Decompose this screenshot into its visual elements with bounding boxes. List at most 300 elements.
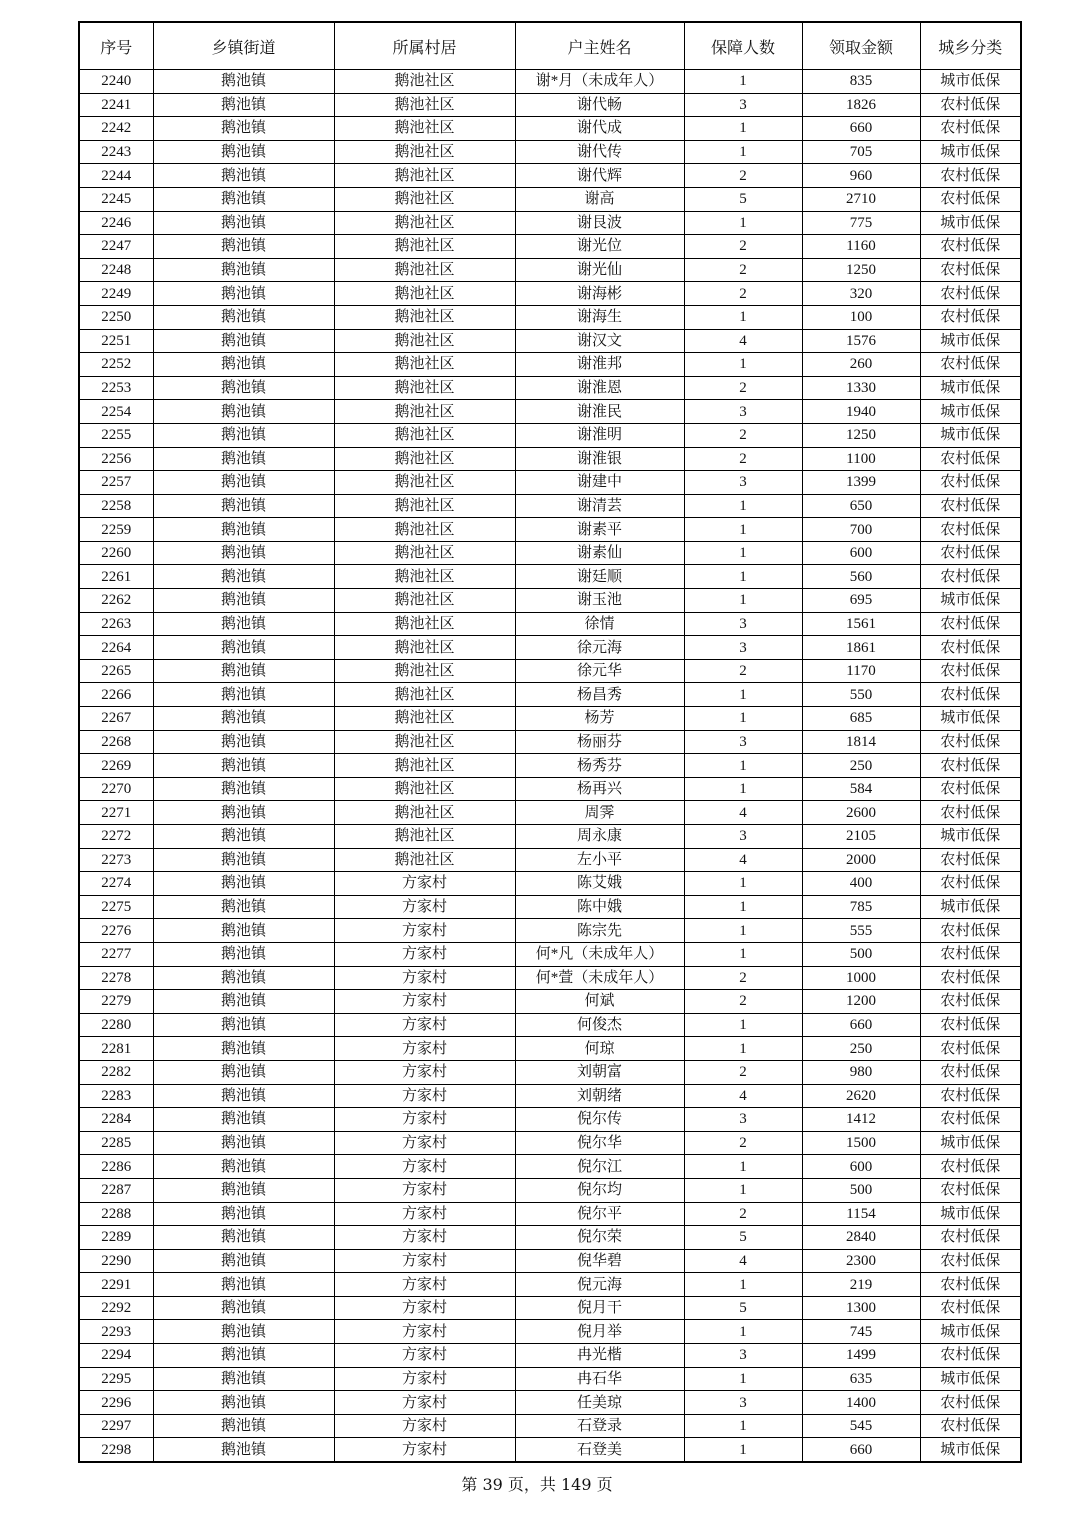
cell-serial: 2243 — [79, 140, 153, 164]
cell-serial: 2244 — [79, 164, 153, 188]
table-row — [79, 235, 1021, 259]
table-row — [79, 1131, 1021, 1155]
cell-township: 鹅池镇 — [153, 1060, 334, 1084]
cell-amount: 600 — [802, 1155, 920, 1179]
table-row — [79, 990, 1021, 1014]
cell-village: 方家村 — [334, 1226, 515, 1250]
cell-people-count: 2 — [684, 235, 802, 259]
cell-householder: 倪月干 — [515, 1296, 684, 1320]
cell-people-count: 1 — [684, 777, 802, 801]
cell-householder: 倪月举 — [515, 1320, 684, 1344]
cell-people-count: 1 — [684, 1367, 802, 1391]
cell-category: 农村低保 — [920, 1414, 1021, 1438]
cell-householder: 谢高 — [515, 187, 684, 211]
cell-people-count: 4 — [684, 1249, 802, 1273]
cell-people-count: 1 — [684, 919, 802, 943]
cell-householder: 谢*月（未成年人） — [515, 70, 684, 94]
cell-category: 农村低保 — [920, 659, 1021, 683]
table-row — [79, 919, 1021, 943]
cell-category: 农村低保 — [920, 990, 1021, 1014]
cell-amount: 2105 — [802, 825, 920, 849]
cell-people-count: 2 — [684, 966, 802, 990]
table-row — [79, 282, 1021, 306]
cell-amount: 1200 — [802, 990, 920, 1014]
cell-people-count: 1 — [684, 683, 802, 707]
cell-serial: 2284 — [79, 1108, 153, 1132]
cell-category: 城市低保 — [920, 589, 1021, 613]
cell-township: 鹅池镇 — [153, 565, 334, 589]
cell-serial: 2289 — [79, 1226, 153, 1250]
cell-township: 鹅池镇 — [153, 447, 334, 471]
cell-village: 鹅池社区 — [334, 848, 515, 872]
header-serial: 序号 — [79, 22, 153, 70]
cell-village: 鹅池社区 — [334, 777, 515, 801]
cell-village: 方家村 — [334, 1202, 515, 1226]
cell-serial: 2241 — [79, 93, 153, 117]
cell-amount: 785 — [802, 895, 920, 919]
cell-village: 鹅池社区 — [334, 282, 515, 306]
cell-people-count: 1 — [684, 305, 802, 329]
cell-serial: 2294 — [79, 1344, 153, 1368]
table-row — [79, 636, 1021, 660]
cell-serial: 2275 — [79, 895, 153, 919]
cell-serial: 2254 — [79, 400, 153, 424]
cell-amount: 1000 — [802, 966, 920, 990]
cell-category: 农村低保 — [920, 1226, 1021, 1250]
cell-amount: 1499 — [802, 1344, 920, 1368]
table-row — [79, 1414, 1021, 1438]
cell-people-count: 3 — [684, 612, 802, 636]
cell-village: 方家村 — [334, 966, 515, 990]
cell-township: 鹅池镇 — [153, 1249, 334, 1273]
cell-category: 农村低保 — [920, 187, 1021, 211]
cell-township: 鹅池镇 — [153, 211, 334, 235]
cell-amount: 2840 — [802, 1226, 920, 1250]
header-category: 城乡分类 — [920, 22, 1021, 70]
table-row — [79, 258, 1021, 282]
table-row — [79, 164, 1021, 188]
cell-people-count: 1 — [684, 707, 802, 731]
table-row — [79, 1037, 1021, 1061]
cell-people-count: 2 — [684, 990, 802, 1014]
table-row — [79, 707, 1021, 731]
cell-people-count: 2 — [684, 1202, 802, 1226]
cell-serial: 2281 — [79, 1037, 153, 1061]
cell-serial: 2256 — [79, 447, 153, 471]
cell-village: 方家村 — [334, 1084, 515, 1108]
cell-householder: 杨秀芬 — [515, 754, 684, 778]
cell-serial: 2250 — [79, 305, 153, 329]
cell-amount: 1826 — [802, 93, 920, 117]
table-row — [79, 966, 1021, 990]
cell-category: 农村低保 — [920, 1178, 1021, 1202]
cell-amount: 100 — [802, 305, 920, 329]
cell-serial: 2279 — [79, 990, 153, 1014]
cell-amount: 700 — [802, 518, 920, 542]
cell-township: 鹅池镇 — [153, 1226, 334, 1250]
cell-category: 农村低保 — [920, 164, 1021, 188]
cell-amount: 400 — [802, 872, 920, 896]
table-row — [79, 1344, 1021, 1368]
cell-people-count: 1 — [684, 895, 802, 919]
cell-people-count: 3 — [684, 400, 802, 424]
cell-village: 方家村 — [334, 872, 515, 896]
cell-village: 鹅池社区 — [334, 376, 515, 400]
cell-householder: 何斌 — [515, 990, 684, 1014]
cell-people-count: 1 — [684, 541, 802, 565]
cell-amount: 695 — [802, 589, 920, 613]
cell-village: 鹅池社区 — [334, 305, 515, 329]
assistance-table — [78, 21, 1022, 1463]
cell-householder: 谢淮明 — [515, 423, 684, 447]
cell-people-count: 1 — [684, 518, 802, 542]
cell-people-count: 2 — [684, 1060, 802, 1084]
cell-amount: 1400 — [802, 1391, 920, 1415]
cell-people-count: 2 — [684, 164, 802, 188]
cell-township: 鹅池镇 — [153, 825, 334, 849]
cell-householder: 倪尔传 — [515, 1108, 684, 1132]
table-row — [79, 801, 1021, 825]
cell-amount: 835 — [802, 70, 920, 94]
cell-category: 城市低保 — [920, 707, 1021, 731]
cell-township: 鹅池镇 — [153, 117, 334, 141]
cell-amount: 775 — [802, 211, 920, 235]
cell-category: 城市低保 — [920, 376, 1021, 400]
cell-category: 农村低保 — [920, 565, 1021, 589]
cell-category: 农村低保 — [920, 1108, 1021, 1132]
table-row — [79, 1202, 1021, 1226]
cell-township: 鹅池镇 — [153, 305, 334, 329]
header-township: 乡镇街道 — [153, 22, 334, 70]
cell-people-count: 1 — [684, 1013, 802, 1037]
cell-category: 农村低保 — [920, 1155, 1021, 1179]
cell-village: 方家村 — [334, 1391, 515, 1415]
cell-amount: 1160 — [802, 235, 920, 259]
cell-category: 城市低保 — [920, 423, 1021, 447]
cell-serial: 2251 — [79, 329, 153, 353]
cell-householder: 何俊杰 — [515, 1013, 684, 1037]
cell-people-count: 4 — [684, 1084, 802, 1108]
cell-category: 农村低保 — [920, 848, 1021, 872]
cell-householder: 谢清芸 — [515, 494, 684, 518]
cell-serial: 2273 — [79, 848, 153, 872]
cell-amount: 2620 — [802, 1084, 920, 1108]
table-row — [79, 305, 1021, 329]
cell-people-count: 2 — [684, 447, 802, 471]
cell-township: 鹅池镇 — [153, 1367, 334, 1391]
cell-category: 农村低保 — [920, 1249, 1021, 1273]
cell-amount: 1861 — [802, 636, 920, 660]
cell-village: 鹅池社区 — [334, 423, 515, 447]
cell-people-count: 1 — [684, 1037, 802, 1061]
cell-amount: 1399 — [802, 471, 920, 495]
cell-village: 鹅池社区 — [334, 164, 515, 188]
cell-village: 方家村 — [334, 895, 515, 919]
cell-serial: 2255 — [79, 423, 153, 447]
cell-village: 鹅池社区 — [334, 707, 515, 731]
cell-amount: 555 — [802, 919, 920, 943]
cell-village: 鹅池社区 — [334, 400, 515, 424]
table-row — [79, 1155, 1021, 1179]
table-row — [79, 211, 1021, 235]
cell-village: 方家村 — [334, 919, 515, 943]
table-row — [79, 659, 1021, 683]
table-row — [79, 1084, 1021, 1108]
cell-serial: 2293 — [79, 1320, 153, 1344]
cell-category: 农村低保 — [920, 801, 1021, 825]
table-row — [79, 1273, 1021, 1297]
cell-householder: 谢建中 — [515, 471, 684, 495]
cell-township: 鹅池镇 — [153, 1084, 334, 1108]
cell-village: 鹅池社区 — [334, 329, 515, 353]
cell-amount: 1500 — [802, 1131, 920, 1155]
cell-township: 鹅池镇 — [153, 471, 334, 495]
table-row — [79, 754, 1021, 778]
cell-township: 鹅池镇 — [153, 235, 334, 259]
cell-serial: 2295 — [79, 1367, 153, 1391]
cell-category: 农村低保 — [920, 541, 1021, 565]
cell-village: 鹅池社区 — [334, 258, 515, 282]
cell-householder: 徐元华 — [515, 659, 684, 683]
cell-township: 鹅池镇 — [153, 518, 334, 542]
table-row — [79, 1249, 1021, 1273]
cell-township: 鹅池镇 — [153, 1108, 334, 1132]
cell-amount: 960 — [802, 164, 920, 188]
cell-village: 鹅池社区 — [334, 683, 515, 707]
cell-township: 鹅池镇 — [153, 1273, 334, 1297]
cell-householder: 刘朝绪 — [515, 1084, 684, 1108]
table-row — [79, 329, 1021, 353]
cell-village: 鹅池社区 — [334, 471, 515, 495]
cell-serial: 2270 — [79, 777, 153, 801]
cell-householder: 陈中娥 — [515, 895, 684, 919]
cell-village: 方家村 — [334, 1414, 515, 1438]
cell-township: 鹅池镇 — [153, 895, 334, 919]
cell-householder: 陈宗先 — [515, 919, 684, 943]
cell-amount: 550 — [802, 683, 920, 707]
cell-householder: 徐情 — [515, 612, 684, 636]
cell-village: 鹅池社区 — [334, 730, 515, 754]
cell-category: 城市低保 — [920, 329, 1021, 353]
cell-serial: 2276 — [79, 919, 153, 943]
cell-householder: 倪尔华 — [515, 1131, 684, 1155]
cell-serial: 2252 — [79, 353, 153, 377]
cell-township: 鹅池镇 — [153, 1296, 334, 1320]
cell-village: 鹅池社区 — [334, 541, 515, 565]
cell-category: 农村低保 — [920, 353, 1021, 377]
cell-village: 鹅池社区 — [334, 353, 515, 377]
cell-amount: 2600 — [802, 801, 920, 825]
cell-householder: 谢素仙 — [515, 541, 684, 565]
cell-amount: 600 — [802, 541, 920, 565]
cell-village: 鹅池社区 — [334, 235, 515, 259]
cell-village: 鹅池社区 — [334, 187, 515, 211]
table-row — [79, 70, 1021, 94]
cell-category: 农村低保 — [920, 872, 1021, 896]
cell-householder: 倪尔平 — [515, 1202, 684, 1226]
table-row — [79, 1060, 1021, 1084]
cell-serial: 2258 — [79, 494, 153, 518]
cell-householder: 谢代畅 — [515, 93, 684, 117]
cell-people-count: 3 — [684, 730, 802, 754]
cell-category: 农村低保 — [920, 258, 1021, 282]
cell-people-count: 2 — [684, 423, 802, 447]
cell-serial: 2271 — [79, 801, 153, 825]
cell-householder: 谢淮民 — [515, 400, 684, 424]
table-row — [79, 447, 1021, 471]
cell-serial: 2282 — [79, 1060, 153, 1084]
table-row — [79, 471, 1021, 495]
cell-people-count: 2 — [684, 258, 802, 282]
cell-village: 鹅池社区 — [334, 612, 515, 636]
table-row — [79, 848, 1021, 872]
page-number: 第 39 页，共 149 页 — [461, 1475, 613, 1494]
cell-people-count: 3 — [684, 1108, 802, 1132]
cell-township: 鹅池镇 — [153, 872, 334, 896]
cell-people-count: 2 — [684, 282, 802, 306]
cell-township: 鹅池镇 — [153, 258, 334, 282]
table-row — [79, 187, 1021, 211]
table-row — [79, 1296, 1021, 1320]
cell-people-count: 5 — [684, 187, 802, 211]
cell-amount: 1412 — [802, 1108, 920, 1132]
cell-householder: 谢海生 — [515, 305, 684, 329]
table-row — [79, 942, 1021, 966]
cell-township: 鹅池镇 — [153, 1013, 334, 1037]
cell-category: 城市低保 — [920, 400, 1021, 424]
cell-serial: 2253 — [79, 376, 153, 400]
cell-serial: 2285 — [79, 1131, 153, 1155]
cell-householder: 谢光仙 — [515, 258, 684, 282]
cell-amount: 1250 — [802, 258, 920, 282]
cell-category: 城市低保 — [920, 1367, 1021, 1391]
cell-people-count: 1 — [684, 565, 802, 589]
cell-village: 鹅池社区 — [334, 494, 515, 518]
cell-serial: 2264 — [79, 636, 153, 660]
cell-township: 鹅池镇 — [153, 730, 334, 754]
table-row — [79, 541, 1021, 565]
cell-serial: 2277 — [79, 942, 153, 966]
cell-amount: 500 — [802, 1178, 920, 1202]
cell-serial: 2259 — [79, 518, 153, 542]
cell-serial: 2286 — [79, 1155, 153, 1179]
cell-township: 鹅池镇 — [153, 1202, 334, 1226]
cell-township: 鹅池镇 — [153, 1391, 334, 1415]
cell-category: 农村低保 — [920, 1084, 1021, 1108]
cell-householder: 冉光楷 — [515, 1344, 684, 1368]
cell-village: 方家村 — [334, 1296, 515, 1320]
cell-serial: 2278 — [79, 966, 153, 990]
table-row — [79, 353, 1021, 377]
cell-category: 农村低保 — [920, 966, 1021, 990]
cell-serial: 2291 — [79, 1273, 153, 1297]
cell-householder: 周永康 — [515, 825, 684, 849]
cell-householder: 冉石华 — [515, 1367, 684, 1391]
cell-householder: 周霁 — [515, 801, 684, 825]
cell-householder: 谢淮邦 — [515, 353, 684, 377]
cell-people-count: 1 — [684, 872, 802, 896]
table-row — [79, 140, 1021, 164]
table-row — [79, 777, 1021, 801]
cell-serial: 2297 — [79, 1414, 153, 1438]
cell-township: 鹅池镇 — [153, 1037, 334, 1061]
cell-serial: 2246 — [79, 211, 153, 235]
cell-village: 鹅池社区 — [334, 518, 515, 542]
cell-village: 方家村 — [334, 1178, 515, 1202]
cell-householder: 何琼 — [515, 1037, 684, 1061]
cell-serial: 2247 — [79, 235, 153, 259]
cell-category: 农村低保 — [920, 471, 1021, 495]
cell-amount: 545 — [802, 1414, 920, 1438]
cell-people-count: 1 — [684, 117, 802, 141]
cell-serial: 2274 — [79, 872, 153, 896]
cell-householder: 徐元海 — [515, 636, 684, 660]
cell-people-count: 3 — [684, 93, 802, 117]
cell-village: 方家村 — [334, 1060, 515, 1084]
cell-people-count: 4 — [684, 848, 802, 872]
cell-people-count: 1 — [684, 1320, 802, 1344]
cell-village: 鹅池社区 — [334, 659, 515, 683]
cell-householder: 谢玉池 — [515, 589, 684, 613]
cell-village: 鹅池社区 — [334, 70, 515, 94]
cell-township: 鹅池镇 — [153, 777, 334, 801]
header-people-count: 保障人数 — [684, 22, 802, 70]
cell-householder: 杨芳 — [515, 707, 684, 731]
cell-township: 鹅池镇 — [153, 400, 334, 424]
cell-serial: 2257 — [79, 471, 153, 495]
table-row — [79, 1391, 1021, 1415]
cell-category: 农村低保 — [920, 942, 1021, 966]
header-amount: 领取金额 — [802, 22, 920, 70]
cell-category: 城市低保 — [920, 211, 1021, 235]
cell-householder: 倪尔荣 — [515, 1226, 684, 1250]
cell-township: 鹅池镇 — [153, 801, 334, 825]
cell-township: 鹅池镇 — [153, 990, 334, 1014]
cell-serial: 2261 — [79, 565, 153, 589]
cell-category: 农村低保 — [920, 612, 1021, 636]
cell-amount: 1154 — [802, 1202, 920, 1226]
cell-township: 鹅池镇 — [153, 70, 334, 94]
cell-amount: 320 — [802, 282, 920, 306]
cell-householder: 倪尔均 — [515, 1178, 684, 1202]
table-row — [79, 1438, 1021, 1462]
cell-serial: 2268 — [79, 730, 153, 754]
cell-householder: 谢淮恩 — [515, 376, 684, 400]
cell-category: 农村低保 — [920, 777, 1021, 801]
cell-village: 方家村 — [334, 1108, 515, 1132]
cell-householder: 石登美 — [515, 1438, 684, 1462]
cell-category: 农村低保 — [920, 282, 1021, 306]
cell-category: 农村低保 — [920, 1344, 1021, 1368]
cell-people-count: 1 — [684, 70, 802, 94]
cell-category: 城市低保 — [920, 825, 1021, 849]
cell-householder: 谢光位 — [515, 235, 684, 259]
cell-serial: 2288 — [79, 1202, 153, 1226]
cell-township: 鹅池镇 — [153, 140, 334, 164]
cell-amount: 2300 — [802, 1249, 920, 1273]
cell-householder: 谢汉文 — [515, 329, 684, 353]
cell-people-count: 5 — [684, 1226, 802, 1250]
cell-amount: 250 — [802, 1037, 920, 1061]
cell-serial: 2260 — [79, 541, 153, 565]
cell-householder: 倪华碧 — [515, 1249, 684, 1273]
cell-village: 方家村 — [334, 1037, 515, 1061]
table-header-row — [79, 22, 1021, 70]
cell-township: 鹅池镇 — [153, 659, 334, 683]
table-row — [79, 1108, 1021, 1132]
cell-village: 鹅池社区 — [334, 801, 515, 825]
cell-village: 鹅池社区 — [334, 636, 515, 660]
